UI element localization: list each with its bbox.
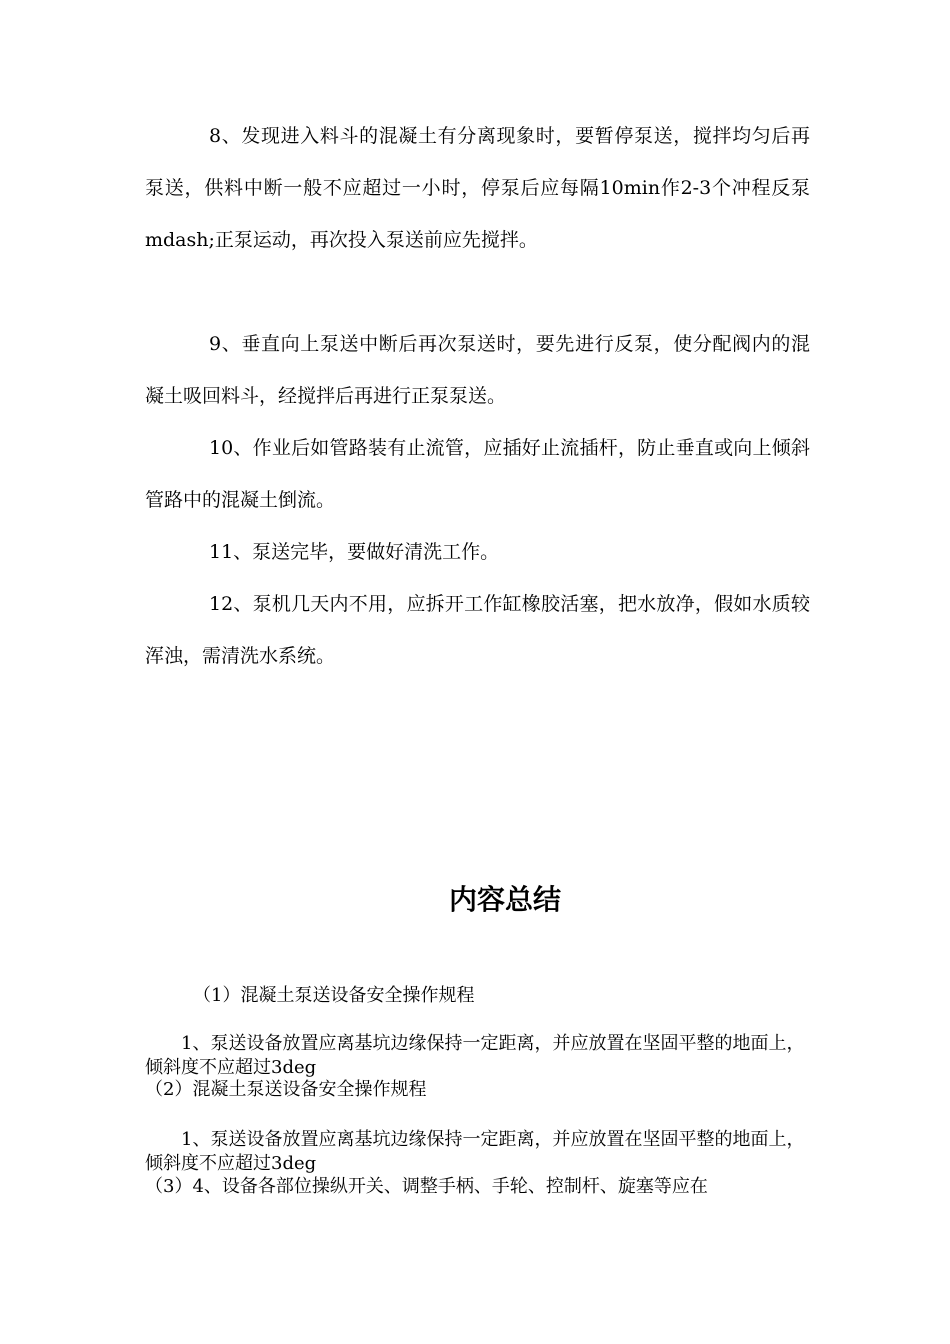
summary-title: 内容总结	[448, 883, 561, 916]
summary-item-1: 1、泵送设备放置应离基坑边缘保持一定距离，并应放置在坚固平整的地面上，倾斜度不应超过3deg	[145, 1033, 805, 1078]
paragraph-10: 10、作业后如管路装有止流管，应插好止流插杆，防止垂直或向上倾斜管路中的混凝土倒流。	[145, 437, 810, 511]
summary-heading-3: （3）4、设备各部位操纵开关、调整手柄、手轮、控制杆、旋塞等应在	[145, 1176, 708, 1197]
paragraph-8: 8、发现进入料斗的混凝土有分离现象时，要暂停泵送，搅拌均匀后再泵送，供料中断一般不应超过一小时，停泵后应每隔10min作2-3个冲程反泵mdash;正泵运动，再次投入泵送前应先搅拌。	[145, 125, 810, 251]
paragraph-12: 12、泵机几天内不用，应拆开工作缸橡胶活塞，把水放净，假如水质较浑浊，需清洗水系统。	[145, 593, 810, 667]
paragraph-11: 11、泵送完毕，要做好清洗工作。	[209, 541, 500, 563]
summary-heading-2: （2）混凝土泵送设备安全操作规程	[145, 1079, 427, 1100]
summary-heading-1: （1）混凝土泵送设备安全操作规程	[193, 985, 475, 1006]
summary-item-2: 1、泵送设备放置应离基坑边缘保持一定距离，并应放置在坚固平整的地面上，倾斜度不应超过3deg	[145, 1129, 805, 1174]
paragraph-9: 9、垂直向上泵送中断后再次泵送时，要先进行反泵，使分配阀内的混凝土吸回料斗，经搅拌后再进行正泵泵送。	[145, 333, 810, 407]
